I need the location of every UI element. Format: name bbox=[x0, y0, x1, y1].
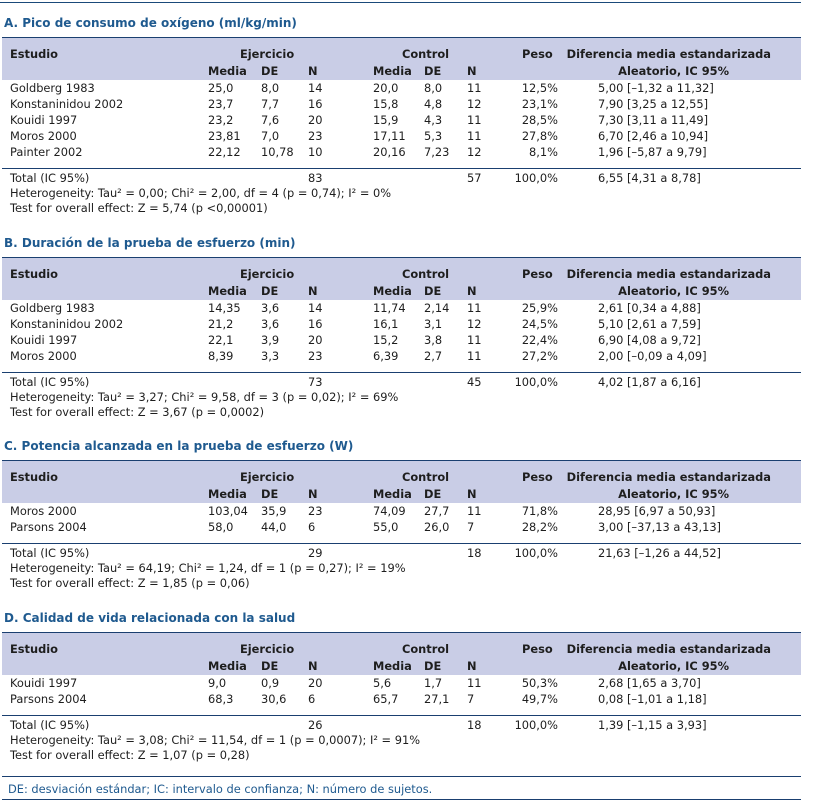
de-control: 7,23 bbox=[424, 145, 450, 159]
n-ejercicio: 14 bbox=[308, 301, 323, 315]
n-ejercicio: 6 bbox=[308, 692, 316, 706]
table-row bbox=[2, 503, 801, 519]
col-header-aleatorio: Aleatorio, IC 95% bbox=[618, 659, 729, 673]
n-ejercicio: 23 bbox=[308, 129, 323, 143]
col-header-dme: Diferencia media estandarizada bbox=[566, 267, 771, 281]
n-control: 11 bbox=[467, 81, 482, 95]
peso-value: 49,7% bbox=[521, 692, 558, 706]
row-spacer bbox=[2, 364, 801, 372]
de-control: 2,14 bbox=[424, 301, 450, 315]
peso-value: 24,5% bbox=[521, 317, 558, 331]
n-ejercicio: 14 bbox=[308, 81, 323, 95]
row-spacer bbox=[2, 535, 801, 543]
col-header-dme: Diferencia media estandarizada bbox=[566, 47, 771, 61]
peso-value: 12,5% bbox=[521, 81, 558, 95]
peso-value: 50,3% bbox=[521, 676, 558, 690]
col-header-control: Control bbox=[402, 642, 450, 656]
n-ejercicio: 20 bbox=[308, 113, 323, 127]
col-header-n-ejercicio: N bbox=[308, 64, 318, 78]
media-control: 11,74 bbox=[373, 301, 406, 315]
total-row bbox=[2, 372, 801, 390]
de-control: 26,0 bbox=[424, 520, 450, 534]
media-ejercicio: 9,0 bbox=[208, 676, 227, 690]
de-control: 27,7 bbox=[424, 504, 450, 518]
media-ejercicio: 58,0 bbox=[208, 520, 234, 534]
n-control: 11 bbox=[467, 301, 482, 315]
study-name: Moros 2000 bbox=[10, 349, 77, 363]
col-header-control: Control bbox=[402, 267, 450, 281]
n-ejercicio: 20 bbox=[308, 333, 323, 347]
total-n-ejercicio: 83 bbox=[308, 171, 323, 185]
study-name: Goldberg 1983 bbox=[10, 301, 95, 315]
col-header-media-ejercicio: Media bbox=[208, 487, 247, 501]
table-row bbox=[2, 316, 801, 332]
heterogeneity-note: Heterogeneity: Tau² = 64,19; Chi² = 1,24, df = 1 (p = 0,27); I² = 19% bbox=[10, 561, 406, 575]
de-ejercicio: 44,0 bbox=[261, 520, 287, 534]
col-header-estudio: Estudio bbox=[10, 642, 58, 656]
col-header-peso: Peso bbox=[522, 47, 553, 61]
col-header-ejercicio: Ejercicio bbox=[240, 642, 295, 656]
dme-value: 2,00 [–0,09 a 4,09] bbox=[598, 349, 707, 363]
overall-effect-note: Test for overall effect: Z = 1,85 (p = 0,06) bbox=[10, 576, 250, 590]
col-header-media-control: Media bbox=[373, 284, 412, 298]
dme-value: 0,08 [–1,01 a 1,18] bbox=[598, 692, 707, 706]
peso-value: 27,8% bbox=[521, 129, 558, 143]
col-header-aleatorio: Aleatorio, IC 95% bbox=[618, 284, 729, 298]
total-row bbox=[2, 543, 801, 561]
total-label: Total (IC 95%) bbox=[10, 375, 90, 389]
study-name: Kouidi 1997 bbox=[10, 333, 78, 347]
study-name: Kouidi 1997 bbox=[10, 113, 78, 127]
peso-value: 8,1% bbox=[529, 145, 558, 159]
dme-value: 5,10 [2,61 a 7,59] bbox=[598, 317, 701, 331]
col-header-de-ejercicio: DE bbox=[261, 284, 279, 298]
total-dme: 6,55 [4,31 a 8,78] bbox=[598, 171, 701, 185]
table-row bbox=[2, 144, 801, 160]
de-control: 4,3 bbox=[424, 113, 443, 127]
n-ejercicio: 20 bbox=[308, 676, 323, 690]
media-ejercicio: 8,39 bbox=[208, 349, 234, 363]
overall-effect-note: Test for overall effect: Z = 5,74 (p <0,00001) bbox=[10, 201, 268, 215]
media-ejercicio: 14,35 bbox=[208, 301, 241, 315]
study-name: Parsons 2004 bbox=[10, 520, 87, 534]
total-peso: 100,0% bbox=[514, 546, 558, 560]
dme-value: 3,00 [–37,13 a 43,13] bbox=[598, 520, 722, 534]
table-header bbox=[2, 460, 801, 503]
col-header-ejercicio: Ejercicio bbox=[240, 470, 295, 484]
study-name: Goldberg 1983 bbox=[10, 81, 95, 95]
col-header-media-ejercicio: Media bbox=[208, 64, 247, 78]
de-control: 27,1 bbox=[424, 692, 450, 706]
results-table bbox=[2, 460, 801, 591]
footer-rule bbox=[2, 776, 801, 777]
media-ejercicio: 25,0 bbox=[208, 81, 234, 95]
heterogeneity-note: Heterogeneity: Tau² = 3,08; Chi² = 11,54, df = 1 (p = 0,0007); I² = 91% bbox=[10, 733, 421, 747]
col-header-dme: Diferencia media estandarizada bbox=[566, 642, 771, 656]
study-name: Konstaninidou 2002 bbox=[10, 97, 124, 111]
n-ejercicio: 16 bbox=[308, 97, 323, 111]
peso-value: 22,4% bbox=[521, 333, 558, 347]
peso-value: 27,2% bbox=[521, 349, 558, 363]
col-header-dme: Diferencia media estandarizada bbox=[566, 470, 771, 484]
media-control: 6,39 bbox=[373, 349, 399, 363]
table-row bbox=[2, 80, 801, 96]
col-header-media-control: Media bbox=[373, 659, 412, 673]
media-control: 74,09 bbox=[373, 504, 406, 518]
total-peso: 100,0% bbox=[514, 375, 558, 389]
media-control: 20,0 bbox=[373, 81, 399, 95]
col-header-de-ejercicio: DE bbox=[261, 64, 279, 78]
col-header-media-ejercicio: Media bbox=[208, 659, 247, 673]
dme-value: 5,00 [–1,32 a 11,32] bbox=[598, 81, 714, 95]
table-row bbox=[2, 691, 801, 707]
col-header-de-control: DE bbox=[424, 64, 442, 78]
media-ejercicio: 23,2 bbox=[208, 113, 234, 127]
total-row bbox=[2, 168, 801, 186]
n-ejercicio: 6 bbox=[308, 520, 316, 534]
col-header-n-control: N bbox=[467, 487, 477, 501]
footnote: DE: desviación estándar; IC: intervalo de confianza; N: número de sujetos. bbox=[8, 782, 433, 796]
n-control: 12 bbox=[467, 317, 482, 331]
dme-value: 1,96 [–5,87 a 9,79] bbox=[598, 145, 707, 159]
row-spacer bbox=[2, 707, 801, 715]
de-control: 3,8 bbox=[424, 333, 443, 347]
media-ejercicio: 68,3 bbox=[208, 692, 234, 706]
dme-value: 7,30 [3,11 a 11,49] bbox=[598, 113, 709, 127]
media-ejercicio: 23,81 bbox=[208, 129, 241, 143]
media-control: 55,0 bbox=[373, 520, 399, 534]
table-row bbox=[2, 128, 801, 144]
peso-value: 28,5% bbox=[521, 113, 558, 127]
n-control: 7 bbox=[467, 520, 475, 534]
section-title: B. Duración de la prueba de esfuerzo (min) bbox=[4, 236, 296, 250]
de-ejercicio: 0,9 bbox=[261, 676, 280, 690]
table-header bbox=[2, 632, 801, 675]
de-ejercicio: 35,9 bbox=[261, 504, 287, 518]
n-ejercicio: 16 bbox=[308, 317, 323, 331]
col-header-peso: Peso bbox=[522, 470, 553, 484]
col-header-de-ejercicio: DE bbox=[261, 659, 279, 673]
de-ejercicio: 10,78 bbox=[261, 145, 294, 159]
dme-value: 28,95 [6,97 a 50,93] bbox=[598, 504, 716, 518]
peso-value: 23,1% bbox=[521, 97, 558, 111]
col-header-n-control: N bbox=[467, 284, 477, 298]
dme-value: 6,90 [4,08 a 9,72] bbox=[598, 333, 701, 347]
col-header-media-ejercicio: Media bbox=[208, 284, 247, 298]
section-title: D. Calidad de vida relacionada con la salud bbox=[4, 611, 296, 625]
col-header-control: Control bbox=[402, 470, 450, 484]
total-dme: 1,39 [–1,15 a 3,93] bbox=[598, 718, 707, 732]
row-spacer bbox=[2, 160, 801, 168]
media-control: 15,9 bbox=[373, 113, 399, 127]
table-row bbox=[2, 96, 801, 112]
total-peso: 100,0% bbox=[514, 171, 558, 185]
de-control: 4,8 bbox=[424, 97, 443, 111]
media-control: 65,7 bbox=[373, 692, 399, 706]
total-n-control: 18 bbox=[467, 546, 482, 560]
n-control: 11 bbox=[467, 349, 482, 363]
total-label: Total (IC 95%) bbox=[10, 718, 90, 732]
de-ejercicio: 3,6 bbox=[261, 317, 280, 331]
total-row bbox=[2, 715, 801, 733]
heterogeneity-note: Heterogeneity: Tau² = 0,00; Chi² = 2,00, df = 4 (p = 0,74); I² = 0% bbox=[10, 186, 392, 200]
n-control: 12 bbox=[467, 97, 482, 111]
de-ejercicio: 3,9 bbox=[261, 333, 280, 347]
total-n-ejercicio: 29 bbox=[308, 546, 323, 560]
peso-value: 25,9% bbox=[521, 301, 558, 315]
total-peso: 100,0% bbox=[514, 718, 558, 732]
n-control: 11 bbox=[467, 333, 482, 347]
media-control: 17,11 bbox=[373, 129, 406, 143]
study-name: Konstaninidou 2002 bbox=[10, 317, 124, 331]
dme-value: 2,68 [1,65 a 3,70] bbox=[598, 676, 701, 690]
media-control: 5,6 bbox=[373, 676, 392, 690]
total-dme: 4,02 [1,87 a 6,16] bbox=[598, 375, 701, 389]
table-row bbox=[2, 675, 801, 691]
col-header-control: Control bbox=[402, 47, 450, 61]
col-header-de-ejercicio: DE bbox=[261, 487, 279, 501]
media-control: 20,16 bbox=[373, 145, 406, 159]
media-ejercicio: 103,04 bbox=[208, 504, 248, 518]
col-header-ejercicio: Ejercicio bbox=[240, 267, 295, 281]
table-row bbox=[2, 519, 801, 535]
col-header-de-control: DE bbox=[424, 487, 442, 501]
dme-value: 7,90 [3,25 a 12,55] bbox=[598, 97, 709, 111]
n-control: 11 bbox=[467, 129, 482, 143]
de-ejercicio: 30,6 bbox=[261, 692, 287, 706]
col-header-de-control: DE bbox=[424, 659, 442, 673]
table-row bbox=[2, 300, 801, 316]
media-control: 16,1 bbox=[373, 317, 399, 331]
media-control: 15,2 bbox=[373, 333, 399, 347]
col-header-aleatorio: Aleatorio, IC 95% bbox=[618, 64, 729, 78]
dme-value: 2,61 [0,34 a 4,88] bbox=[598, 301, 701, 315]
table-header bbox=[2, 37, 801, 80]
section-title: A. Pico de consumo de oxígeno (ml/kg/min) bbox=[4, 16, 297, 30]
n-control: 12 bbox=[467, 145, 482, 159]
overall-effect-note: Test for overall effect: Z = 1,07 (p = 0,28) bbox=[10, 748, 250, 762]
n-ejercicio: 10 bbox=[308, 145, 323, 159]
col-header-estudio: Estudio bbox=[10, 267, 58, 281]
col-header-aleatorio: Aleatorio, IC 95% bbox=[618, 487, 729, 501]
de-control: 2,7 bbox=[424, 349, 443, 363]
total-n-control: 45 bbox=[467, 375, 482, 389]
total-label: Total (IC 95%) bbox=[10, 546, 90, 560]
n-control: 11 bbox=[467, 676, 482, 690]
results-table bbox=[2, 37, 801, 216]
col-header-peso: Peso bbox=[522, 642, 553, 656]
de-ejercicio: 3,3 bbox=[261, 349, 280, 363]
overall-effect-note: Test for overall effect: Z = 3,67 (p = 0,0002) bbox=[10, 405, 265, 419]
col-header-n-control: N bbox=[467, 64, 477, 78]
table-row bbox=[2, 112, 801, 128]
results-table bbox=[2, 632, 801, 763]
media-ejercicio: 21,2 bbox=[208, 317, 234, 331]
col-header-n-ejercicio: N bbox=[308, 284, 318, 298]
col-header-n-ejercicio: N bbox=[308, 659, 318, 673]
total-n-control: 18 bbox=[467, 718, 482, 732]
study-name: Moros 2000 bbox=[10, 129, 77, 143]
col-header-estudio: Estudio bbox=[10, 47, 58, 61]
de-control: 1,7 bbox=[424, 676, 443, 690]
de-ejercicio: 7,0 bbox=[261, 129, 280, 143]
study-name: Painter 2002 bbox=[10, 145, 83, 159]
total-label: Total (IC 95%) bbox=[10, 171, 90, 185]
col-header-media-control: Media bbox=[373, 487, 412, 501]
media-ejercicio: 22,12 bbox=[208, 145, 241, 159]
media-control: 15,8 bbox=[373, 97, 399, 111]
de-ejercicio: 7,7 bbox=[261, 97, 280, 111]
total-n-ejercicio: 73 bbox=[308, 375, 323, 389]
table-header bbox=[2, 257, 801, 300]
total-dme: 21,63 [–1,26 a 44,52] bbox=[598, 546, 722, 560]
col-header-peso: Peso bbox=[522, 267, 553, 281]
n-ejercicio: 23 bbox=[308, 504, 323, 518]
col-header-de-control: DE bbox=[424, 284, 442, 298]
top-rule bbox=[0, 2, 801, 3]
col-header-n-ejercicio: N bbox=[308, 487, 318, 501]
n-control: 11 bbox=[467, 113, 482, 127]
n-control: 7 bbox=[467, 692, 475, 706]
study-name: Kouidi 1997 bbox=[10, 676, 78, 690]
de-ejercicio: 7,6 bbox=[261, 113, 280, 127]
col-header-estudio: Estudio bbox=[10, 470, 58, 484]
table-row bbox=[2, 332, 801, 348]
de-ejercicio: 8,0 bbox=[261, 81, 280, 95]
n-ejercicio: 23 bbox=[308, 349, 323, 363]
de-control: 8,0 bbox=[424, 81, 443, 95]
de-control: 3,1 bbox=[424, 317, 443, 331]
peso-value: 71,8% bbox=[521, 504, 558, 518]
col-header-ejercicio: Ejercicio bbox=[240, 47, 295, 61]
section-title: C. Potencia alcanzada en la prueba de esfuerzo (W) bbox=[4, 439, 354, 453]
bottom-rule bbox=[2, 799, 801, 800]
total-n-control: 57 bbox=[467, 171, 482, 185]
table-row bbox=[2, 348, 801, 364]
de-control: 5,3 bbox=[424, 129, 443, 143]
col-header-media-control: Media bbox=[373, 64, 412, 78]
heterogeneity-note: Heterogeneity: Tau² = 3,27; Chi² = 9,58, df = 3 (p = 0,02); I² = 69% bbox=[10, 390, 399, 404]
dme-value: 6,70 [2,46 a 10,94] bbox=[598, 129, 709, 143]
study-name: Moros 2000 bbox=[10, 504, 77, 518]
total-n-ejercicio: 26 bbox=[308, 718, 323, 732]
n-control: 11 bbox=[467, 504, 482, 518]
results-table bbox=[2, 257, 801, 420]
col-header-n-control: N bbox=[467, 659, 477, 673]
study-name: Parsons 2004 bbox=[10, 692, 87, 706]
peso-value: 28,2% bbox=[521, 520, 558, 534]
media-ejercicio: 23,7 bbox=[208, 97, 234, 111]
media-ejercicio: 22,1 bbox=[208, 333, 234, 347]
de-ejercicio: 3,6 bbox=[261, 301, 280, 315]
